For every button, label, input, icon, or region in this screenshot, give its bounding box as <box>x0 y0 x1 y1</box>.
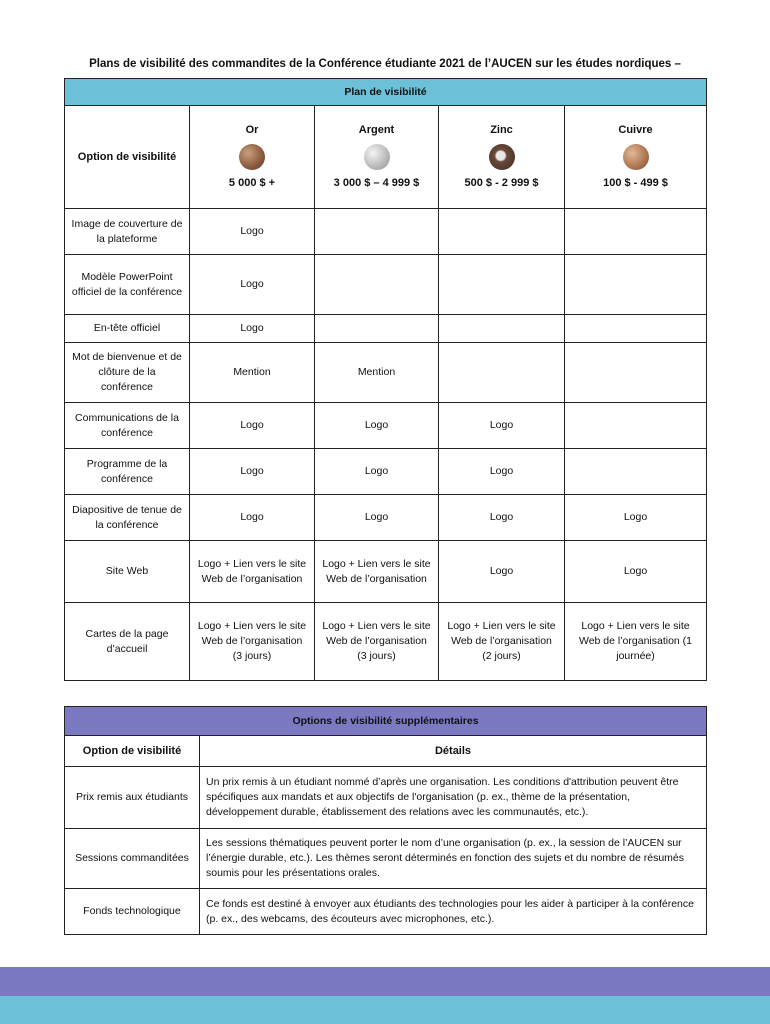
tier-zinc <box>439 106 565 209</box>
table-cell <box>315 255 439 315</box>
row-label: Modèle PowerPoint officiel de la conférence <box>65 255 190 315</box>
row-label: Sessions commanditées <box>65 829 200 889</box>
table-cell <box>439 343 565 403</box>
tier-name: Or <box>245 124 259 136</box>
table-cell <box>315 209 439 255</box>
table-row <box>65 403 707 449</box>
table-cell: Logo <box>190 449 315 495</box>
tier-or <box>190 106 315 209</box>
table-row <box>65 255 707 315</box>
table-cell: Logo <box>190 403 315 449</box>
table-cell: Logo + Lien vers le site Web de l’organisation (3 jours) <box>315 603 439 681</box>
table-cell <box>565 255 707 315</box>
tier-name: Argent <box>358 124 395 136</box>
extra-header: Options de visibilité supplémentaires <box>65 707 707 736</box>
table-cell: Logo <box>439 449 565 495</box>
table-cell <box>439 315 565 343</box>
row-label: En-tête officiel <box>65 315 190 343</box>
table-row <box>65 343 707 403</box>
table-cell: Logo <box>315 449 439 495</box>
table-cell: Logo <box>190 255 315 315</box>
tier-price: 5 000 $ + <box>228 177 276 189</box>
option-column-header: Option de visibilité <box>65 736 200 767</box>
tier-name: Zinc <box>490 124 513 136</box>
gold-nugget-icon <box>239 144 265 170</box>
table-cell: Logo <box>565 541 707 603</box>
table-row <box>65 603 707 681</box>
silver-nugget-icon <box>364 144 390 170</box>
tier-name: Cuivre <box>618 124 653 136</box>
table-cell: Logo <box>439 403 565 449</box>
tier-price: 3 000 $ – 4 999 $ <box>333 177 420 189</box>
copper-nugget-icon <box>623 144 649 170</box>
document-title: Plans de visibilité des commandites de la Conférence étudiante 2021 de l’AUCEN sur les études nordiques – <box>89 58 681 70</box>
table-cell <box>439 209 565 255</box>
row-label: Prix remis aux étudiants <box>65 767 200 829</box>
row-label: Diapositive de tenue de la conférence <box>65 495 190 541</box>
row-label: Programme de la conférence <box>65 449 190 495</box>
table-row <box>65 541 707 603</box>
row-label: Communications de la conférence <box>65 403 190 449</box>
table-cell: Logo + Lien vers le site Web de l’organisation <box>315 541 439 603</box>
tier-header-row <box>65 106 707 209</box>
tier-price: 100 $ - 499 $ <box>603 177 668 189</box>
row-label: Site Web <box>65 541 190 603</box>
zinc-nugget-icon <box>489 144 515 170</box>
row-details: Un prix remis à un étudiant nommé d’après une organisation. Les conditions d'attribution peuvent être spécifiques aux mandats et aux objectifs de l'organisation (p. ex., thème de la présentation, développement durable, établissement des relations avec les communautés, etc.). <box>200 767 707 829</box>
table-cell: Logo <box>315 403 439 449</box>
table-cell: Logo + Lien vers le site Web de l’organisation <box>190 541 315 603</box>
table-cell <box>565 343 707 403</box>
footer-band-purple <box>0 967 770 996</box>
details-column-header: Détails <box>200 736 707 767</box>
table-row <box>65 889 707 935</box>
plan-header: Plan de visibilité <box>65 79 707 106</box>
table-cell: Logo + Lien vers le site Web de l’organisation (2 jours) <box>439 603 565 681</box>
table-row <box>65 829 707 889</box>
footer-band-teal <box>0 996 770 1024</box>
table-row <box>65 209 707 255</box>
table-row <box>65 767 707 829</box>
table-row <box>65 495 707 541</box>
table-cell: Logo <box>190 315 315 343</box>
option-column-header: Option de visibilité <box>65 106 190 209</box>
table-cell: Logo <box>190 495 315 541</box>
row-label: Fonds technologique <box>65 889 200 935</box>
table-row <box>65 315 707 343</box>
table-cell: Logo + Lien vers le site Web de l’organisation (3 jours) <box>190 603 315 681</box>
table-cell: Logo + Lien vers le site Web de l’organisation (1 journée) <box>565 603 707 681</box>
table-cell: Logo <box>315 495 439 541</box>
table-cell: Mention <box>190 343 315 403</box>
row-label: Image de couverture de la plateforme <box>65 209 190 255</box>
extra-options-table <box>64 706 707 935</box>
row-details: Les sessions thématiques peuvent porter le nom d’une organisation (p. ex., la session de l’AUCEN sur l’énergie durable, etc.). Les thèmes seront déterminés en fonction des sujets et du nombre de résumés soumis pour les présentations orales. <box>200 829 707 889</box>
row-details: Ce fonds est destiné à envoyer aux étudiants des technologies pour les aider à participer à la conférence (p. ex., des webcams, des écouteurs avec microphones, etc.). <box>200 889 707 935</box>
table-cell: Logo <box>439 495 565 541</box>
row-label: Mot de bienvenue et de clôture de la conférence <box>65 343 190 403</box>
tier-price: 500 $ - 2 999 $ <box>464 177 539 189</box>
table-cell <box>565 315 707 343</box>
visibility-plan-table <box>64 78 707 681</box>
tier-argent <box>315 106 439 209</box>
table-cell <box>565 449 707 495</box>
table-cell <box>565 209 707 255</box>
table-cell <box>315 315 439 343</box>
tier-cuivre <box>565 106 707 209</box>
row-label: Cartes de la page d’accueil <box>65 603 190 681</box>
table-cell: Logo <box>565 495 707 541</box>
table-cell <box>565 403 707 449</box>
table-cell: Logo <box>190 209 315 255</box>
table-cell: Mention <box>315 343 439 403</box>
table-cell <box>439 255 565 315</box>
table-row <box>65 449 707 495</box>
table-cell: Logo <box>439 541 565 603</box>
